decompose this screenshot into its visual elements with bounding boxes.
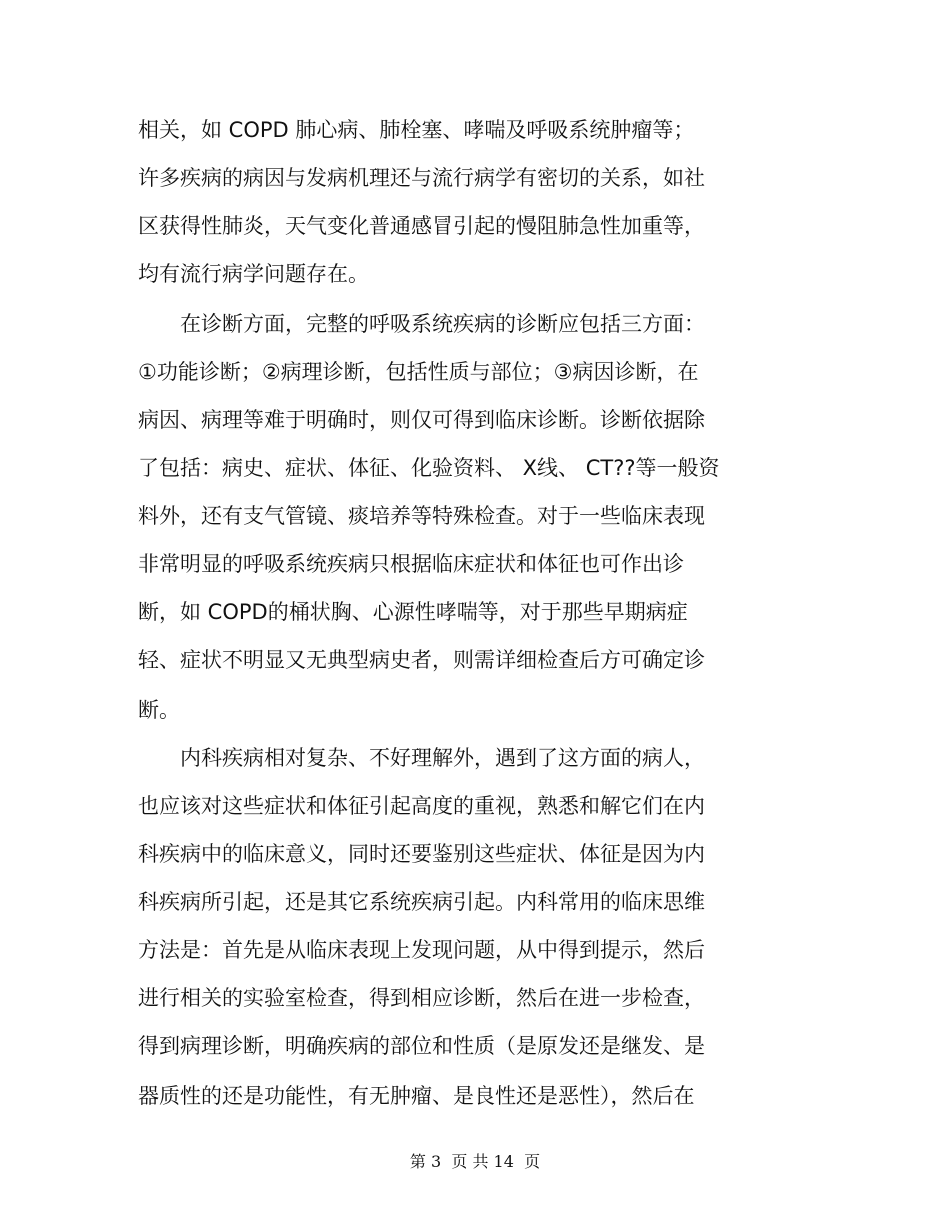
- text-line: 科疾病所引起，还是其它系统疾病引起。内科常用的临床思维: [138, 890, 705, 914]
- text-line: 均有流行病学问题存在。: [138, 262, 369, 286]
- text-line: 进行相关的实验室检查，得到相应诊断，然后在进一步检查，: [138, 986, 705, 1010]
- text-line: 科疾病中的临床意义，同时还要鉴别这些症状、体征是因为内: [138, 842, 705, 866]
- text-line: 病因、病理等难于明确时，则仅可得到临床诊断。诊断依据除: [138, 408, 705, 432]
- text-line: 断，如 COPD的桶状胸、心源性哮喘等，对于那些早期病症: [138, 600, 688, 624]
- text-line: 也应该对这些症状和体征引起高度的重视，熟悉和解它们在内: [138, 794, 705, 818]
- text-line: 轻、症状不明显又无典型病史者，则需详细检查后方可确定诊: [138, 648, 705, 672]
- text-line: 料外，还有支气管镜、痰培养等特殊检查。对于一些临床表现: [138, 504, 705, 528]
- text-line: 相关，如 COPD 肺心病、肺栓塞、哮喘及呼吸系统肿瘤等；: [138, 118, 695, 142]
- text-line: 非常明显的呼吸系统疾病只根据临床症状和体征也可作出诊: [138, 552, 684, 576]
- text-line: ①功能诊断；②病理诊断，包括性质与部位；③病因诊断，在: [138, 360, 699, 384]
- text-line: 区获得性肺炎，天气变化普通感冒引起的慢阻肺急性加重等，: [138, 214, 705, 238]
- text-line: 得到病理诊断，明确疾病的部位和性质（是原发还是继发、是: [138, 1034, 705, 1058]
- text-line: 器质性的还是功能性，有无肿瘤、是良性还是恶性），然后在: [138, 1084, 695, 1108]
- text-line: 断。: [138, 698, 180, 722]
- text-line: 方法是：首先是从临床表现上发现问题，从中得到提示，然后: [138, 938, 705, 962]
- text-line: 在诊断方面，完整的呼吸系统疾病的诊断应包括三方面：: [138, 312, 705, 336]
- text-line: 了包括：病史、症状、体征、化验资料、 X线、 CT??等一般资: [138, 456, 720, 480]
- text-line: 许多疾病的病因与发病机理还与流行病学有密切的关系，如社: [138, 166, 705, 190]
- page-number-footer: 第 3 页 共 14 页: [409, 1152, 541, 1171]
- text-line: 内科疾病相对复杂、不好理解外，遇到了这方面的病人，: [138, 746, 705, 770]
